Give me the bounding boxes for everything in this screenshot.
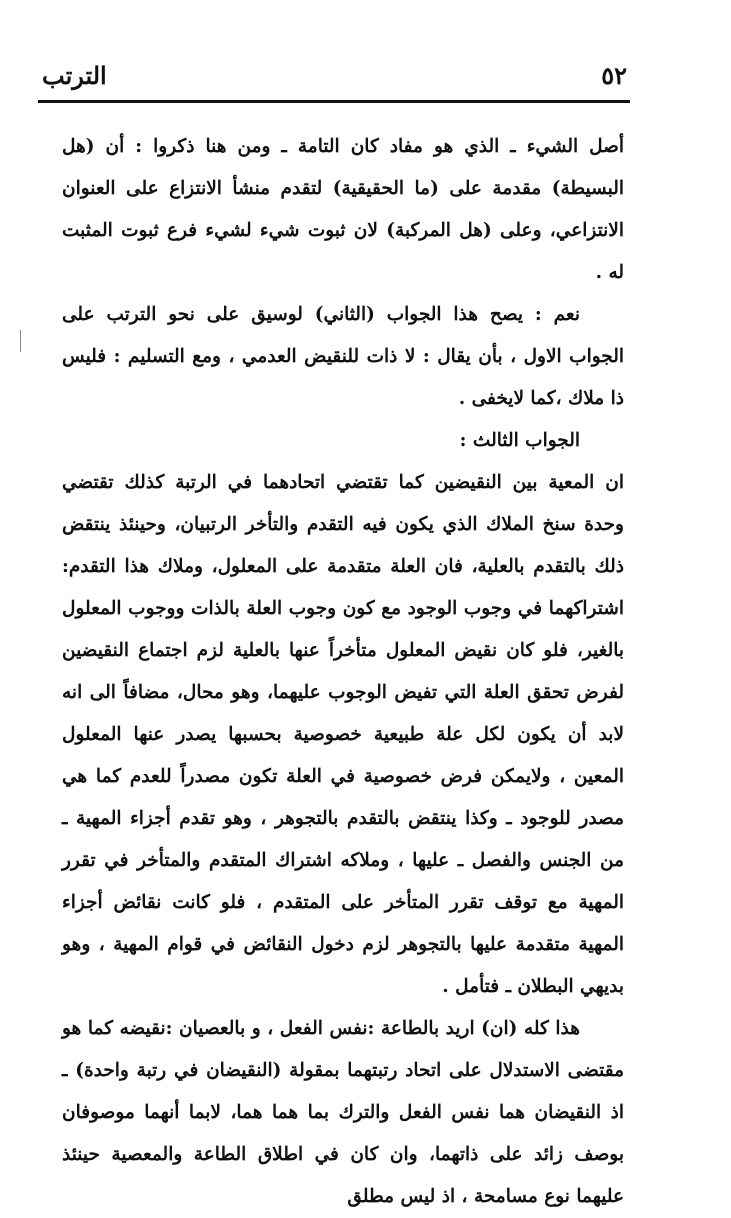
paragraph-third-answer: ان المعية بين النقيضين كما تقتضي اتحادهما في الرتبة كذلك تقتضي وحدة سنخ الملاك الذي يكون فيه التقدم والتأخر الرتبيان، وحينئذ ينتقض ذلك بالتقدم بالعلية، فان العلة متقدمة على المعلول، وملاك هذا التقدم: اشتراكهما في وجوب الوجود مع كون وجوب العلة بالذات ووجوب المعلول بالغير، فلو كان نقيض المعلول متأخراً عنها بالعلية لزم اجتماع النقيضين لفرض تحقق العلة التي تفيض الوجوب عليهما، وهو محال، مضافاً الى انه لابد أن يكون لكل علة طبيعية خصوصية بحسبها يصدر عنها المعلول المعين ، ولايمكن فرض خصوصية في العلة تكون مصدراً للعدم كما هي مصدر للوجود ـ وكذا ينتقض بالتقدم بالتجوهر ، وهو تقدم أجزاء المهية ـ من الجنس والفصل ـ عليها ، وملاكه اشتراك المتقدم والمتأخر في تقرر المهية مع توقف تقرر المتأخر على المتقدم ، فلو كانت نقائض أجزاء المهية متقدمة عليها بالتجوهر لزم دخول النقائض في قوام المهية ، وهو بديهي البطلان ـ فتأمل .: [62, 472, 624, 997]
paragraph-summary: هذا كله (ان) اريد بالطاعة :نفس الفعل ، و بالعصيان :نقيضه كما هو مقتضى الاستدلال على اتحاد رتبتهما بمقولة (النقيضان في رتبة واحدة) ـ اذ النقيضان هما نفس الفعل والترك بما هما هما، لابما أنهما موصوفان بوصف زائد على ذاتهما، وان كان في اطلاق الطاعة والمعصية حينئذ عليهما نوع مسامحة ، اذ ليس مطلق: [62, 1018, 624, 1207]
paragraph-continuation: أصل الشيء ـ الذي هو مفاد كان التامة ـ ومن هنا ذكروا : أن (هل البسيطة) مقدمة على (ما الحقيقية) لتقدم منشأ الانتزاع على العنوان الانتزاعي، وعلى (هل المركبة) لان ثبوت شيء لشيء فرع ثبوت المثبت له .: [62, 136, 624, 283]
section-heading: الجواب الثالث :: [459, 430, 580, 451]
page-number: ٥٢: [601, 61, 627, 90]
page-header: [42, 58, 627, 98]
margin-mark: [20, 330, 21, 352]
paragraph-second-answer: نعم : يصح هذا الجواب (الثاني) لوسيق على نحو الترتب على الجواب الاول ، بأن يقال : لا ذات للنقيض العدمي ، ومع التسليم : فليس ذا ملاك ،كما لايخفى .: [62, 304, 624, 409]
header-rule: [38, 100, 630, 103]
running-title: الترتب: [42, 61, 107, 90]
body-text: [62, 126, 624, 1218]
